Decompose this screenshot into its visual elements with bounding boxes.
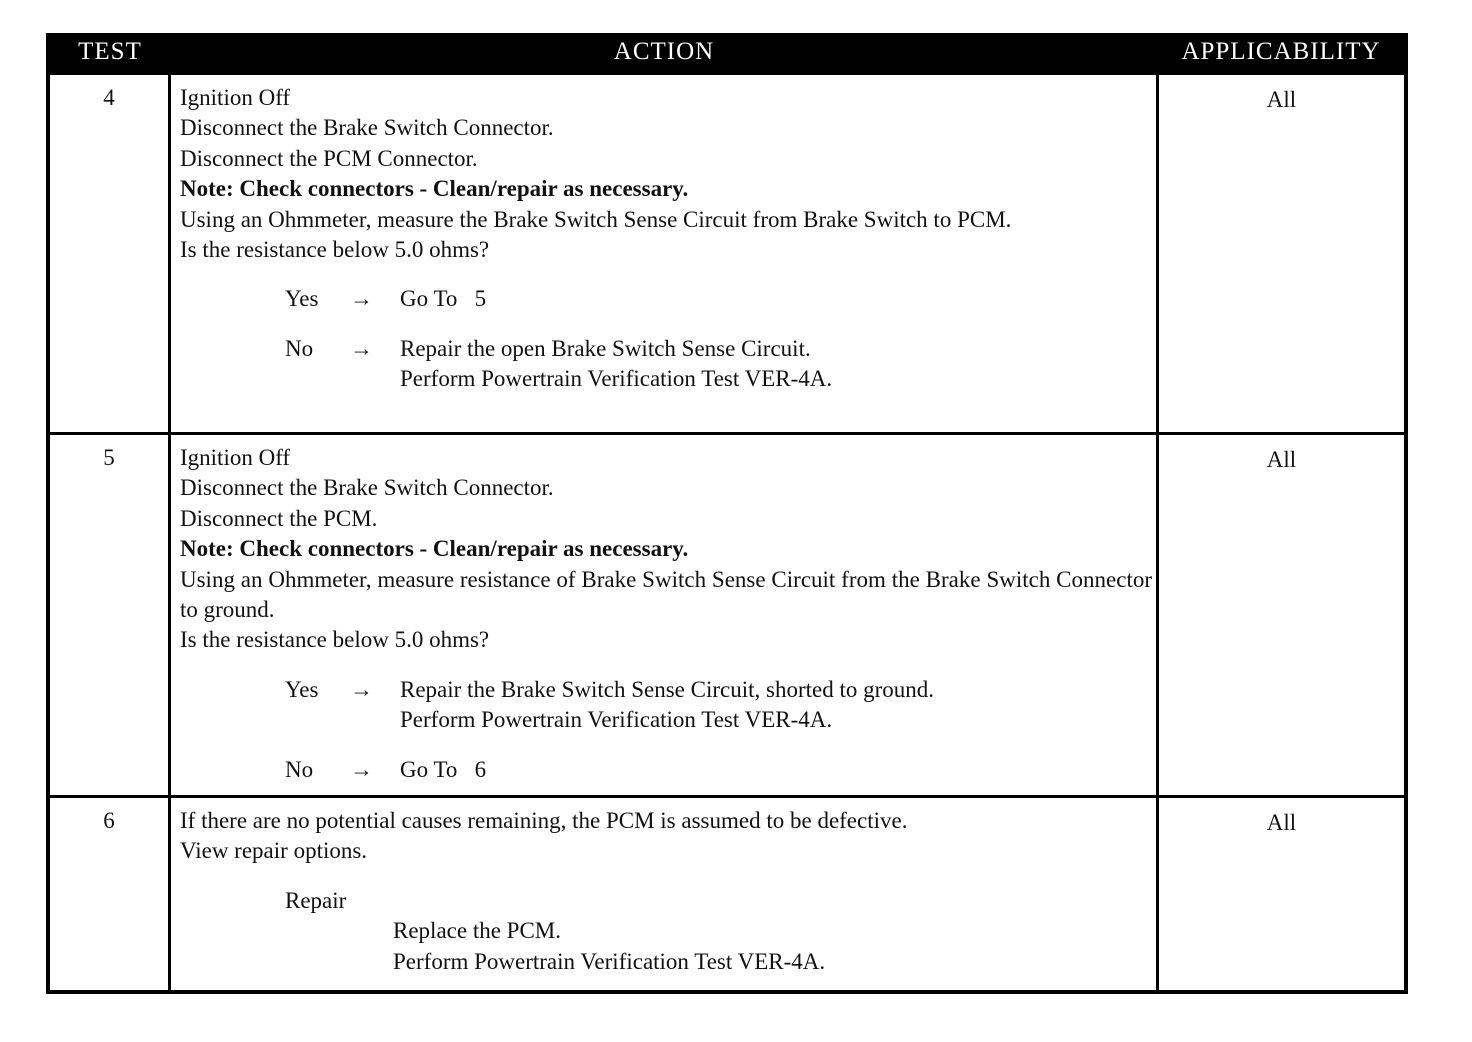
header-applicability: APPLICABILITY (1181, 38, 1381, 65)
step-line: Disconnect the Brake Switch Connector. (180, 475, 554, 501)
yes-result: Go To 5 (400, 286, 487, 312)
no-branch (180, 334, 1152, 395)
no-label: No (285, 756, 314, 782)
applicability-cell: All (1266, 810, 1297, 835)
no-branch (180, 755, 1152, 785)
step-line: Disconnect the Brake Switch Connector. (180, 115, 554, 141)
no-result: Go To 6 (400, 756, 487, 782)
yes-label: Yes (285, 676, 319, 702)
note-line: Note: Check connectors - Clean/repair as necessary. (180, 176, 689, 202)
measure-line: Using an Ohmmeter, measure resistance of Brake Switch Sense Circuit from the Brake Switch Connector to ground. (180, 566, 1152, 623)
step-line: View repair options. (180, 838, 368, 864)
step-line: If there are no potential causes remaining, the PCM is assumed to be defective. (180, 808, 908, 833)
test-number: 6 (103, 808, 115, 833)
step-line: Disconnect the PCM Connector. (180, 145, 478, 171)
test-number: 4 (103, 85, 115, 110)
applicability-cell: All (1266, 447, 1297, 472)
no-result: Repair the open Brake Switch Sense Circuit. (400, 335, 811, 361)
header-test: TEST (78, 38, 142, 65)
action-cell (180, 83, 1152, 395)
repair-label: Repair (285, 887, 347, 913)
action-cell (180, 806, 1152, 977)
yes-branch (180, 675, 1152, 736)
action-cell (180, 443, 1152, 785)
yes-label: Yes (285, 286, 319, 312)
repair-step: Perform Powertrain Verification Test VER-4A. (393, 948, 826, 974)
step-line: Ignition Off (180, 445, 291, 470)
table-header (46, 33, 1408, 75)
test-number: 5 (103, 445, 115, 470)
question-line: Is the resistance below 5.0 ohms? (180, 627, 490, 653)
repair-block (180, 886, 1152, 977)
no-label: No (285, 335, 314, 361)
arrow-right-icon: → (350, 335, 373, 361)
yes-branch (180, 284, 1152, 314)
measure-line: Using an Ohmmeter, measure the Brake Switch Sense Circuit from Brake Switch to PCM. (180, 206, 1012, 232)
no-result: Perform Powertrain Verification Test VER-4A. (400, 366, 833, 392)
header-action: ACTION (613, 38, 715, 65)
repair-step: Replace the PCM. (393, 918, 561, 944)
yes-result: Perform Powertrain Verification Test VER-4A. (400, 707, 833, 733)
step-line: Ignition Off (180, 85, 291, 110)
table-row (50, 75, 1404, 435)
diagnostic-table (46, 33, 1408, 994)
question-line: Is the resistance below 5.0 ohms? (180, 237, 490, 263)
table-row (50, 435, 1404, 798)
arrow-right-icon: → (350, 676, 373, 702)
arrow-right-icon: → (350, 286, 373, 312)
step-line: Disconnect the PCM. (180, 505, 378, 531)
arrow-right-icon: → (350, 756, 373, 782)
applicability-cell: All (1266, 87, 1297, 112)
table-row (50, 798, 1404, 990)
yes-result: Repair the Brake Switch Sense Circuit, shorted to ground. (400, 676, 935, 702)
note-line: Note: Check connectors - Clean/repair as necessary. (180, 536, 689, 562)
